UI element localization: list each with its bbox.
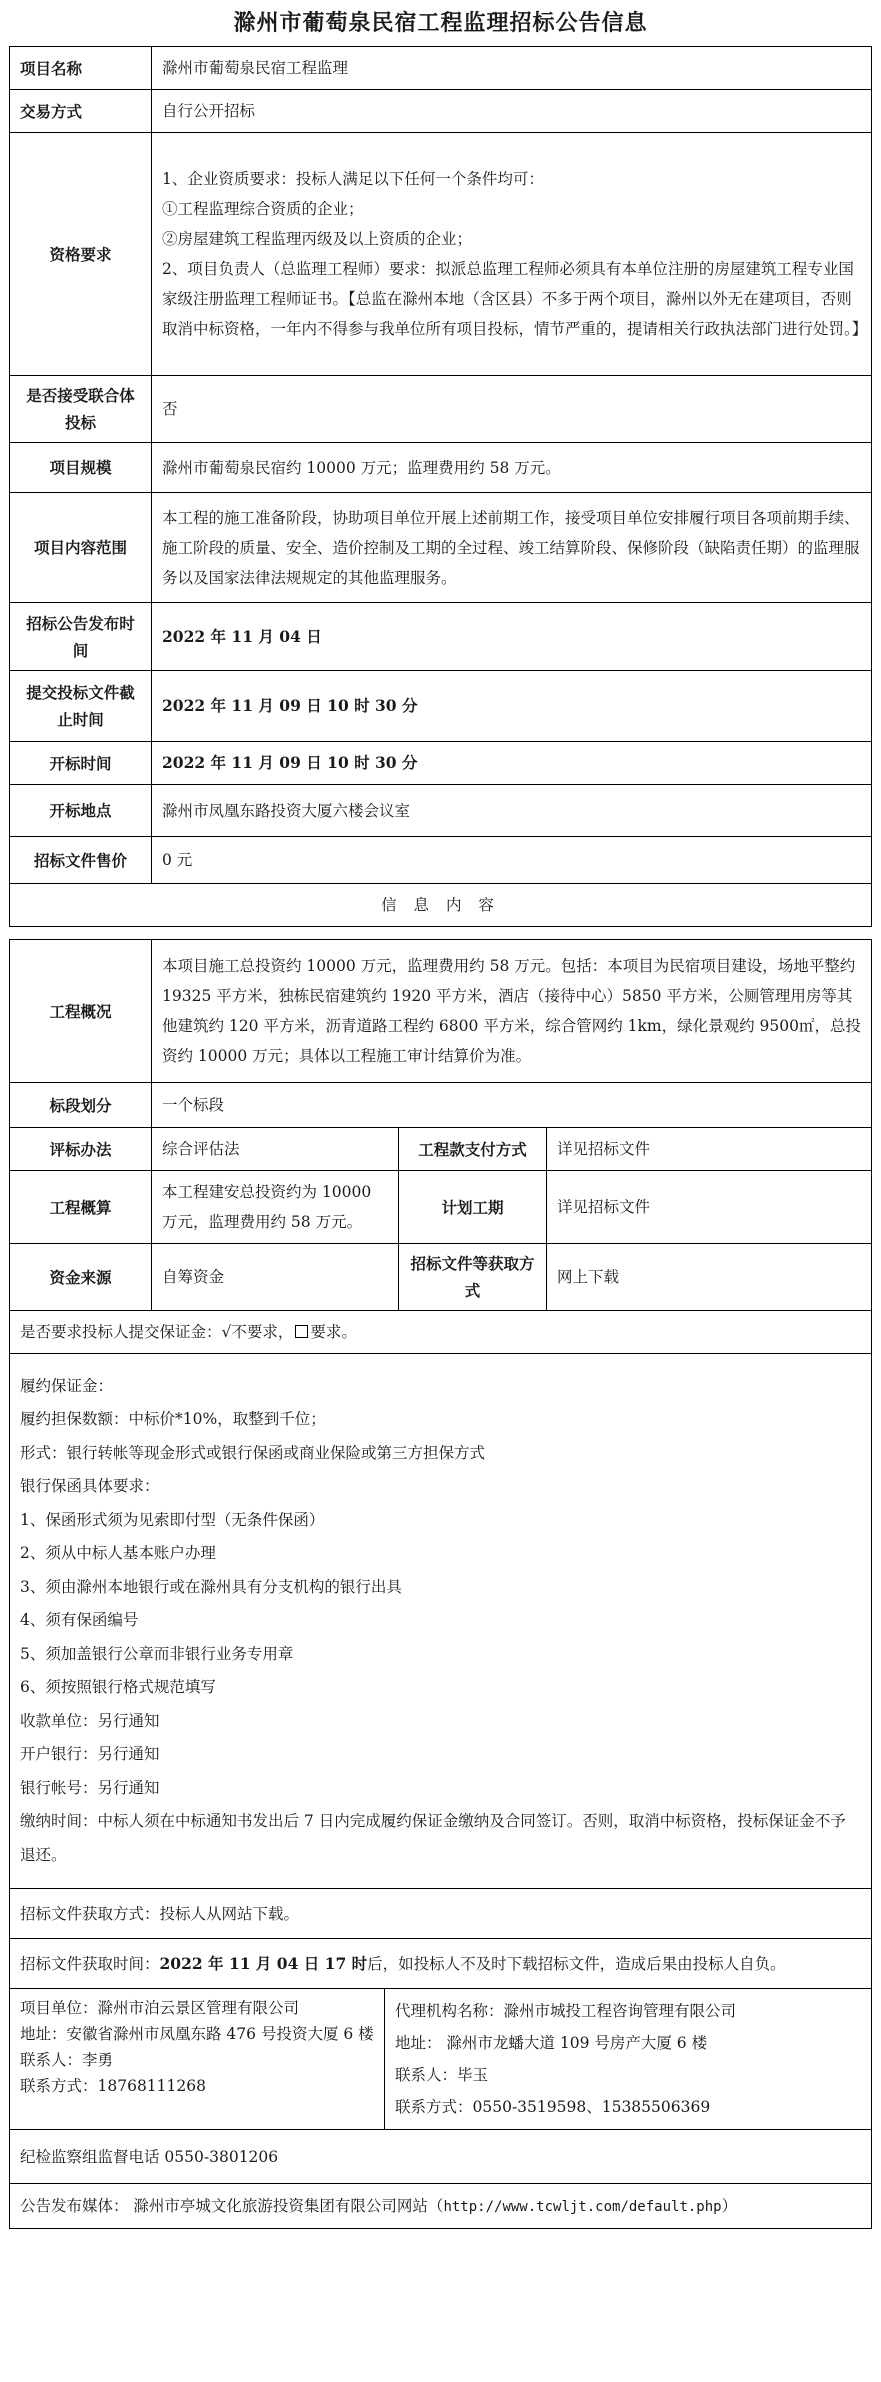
label-sections: 标段划分 bbox=[10, 1083, 152, 1128]
deposit-table bbox=[9, 1310, 872, 1989]
info-header: 信 息 内 容 bbox=[10, 884, 872, 927]
value-submit-deadline: 2022 年 11 月 09 日 10 时 30 分 bbox=[152, 671, 872, 742]
performance-line: 3、须由滁州本地银行或在滁州具有分支机构的银行出具 bbox=[20, 1577, 402, 1596]
performance-line: 银行帐号：另行通知 bbox=[20, 1778, 160, 1797]
deposit-not-required: 不要求， bbox=[231, 1323, 294, 1341]
label-qualification: 资格要求 bbox=[10, 133, 152, 376]
row-open-place bbox=[10, 785, 872, 837]
performance-line: 6、须按照银行格式规范填写 bbox=[20, 1678, 216, 1697]
supervision-phone: 纪检监察组监督电话 0550-3801206 bbox=[10, 2130, 872, 2184]
media-prefix: 公告发布媒体： 滁州市亭城文化旅游投资集团有限公司网站（ bbox=[20, 2196, 444, 2215]
project-detail-table bbox=[9, 939, 872, 1311]
row-acquire-method bbox=[10, 1889, 872, 1939]
row-info-header bbox=[10, 884, 872, 927]
row-overview bbox=[10, 940, 872, 1083]
value-doc-acquire: 网上下载 bbox=[547, 1244, 872, 1311]
performance-line: 履约保证金： bbox=[20, 1376, 114, 1395]
acquire-time-prefix: 招标文件获取时间： bbox=[20, 1954, 160, 1973]
label-doc-acquire: 招标文件等获取方式 bbox=[399, 1244, 547, 1311]
page-title: 滁州市葡萄泉民宿工程监理招标公告信息 bbox=[233, 10, 648, 36]
deposit-prefix: 是否要求投标人提交保证金： bbox=[20, 1323, 222, 1341]
label-period: 计划工期 bbox=[399, 1171, 547, 1244]
value-funding: 自筹资金 bbox=[152, 1244, 399, 1311]
label-submit-deadline: 提交投标文件截止时间 bbox=[10, 671, 152, 742]
row-media bbox=[10, 2184, 872, 2229]
acquire-method: 招标文件获取方式：投标人从网站下载。 bbox=[10, 1889, 872, 1939]
row-announce-date bbox=[10, 603, 872, 671]
main-info-table bbox=[9, 46, 872, 927]
value-overview: 本项目施工总投资约 10000 万元，监理费用约 58 万元。包括：本项目为民宿项目建设，场地平整约 19325 平方米，独栋民宿建筑约 1920 平方米，酒店（接待中心）5850 平方米，公厕管理用房等其他建筑约 120 平方米，沥青道路工程约 6800 平方米，综合管网约 1km，绿化景观约 9500㎡，总投资约 10000 万元；具体以工程施工审计结算价为准。 bbox=[152, 940, 872, 1083]
label-payment: 工程款支付方式 bbox=[399, 1128, 547, 1171]
agency-phone: 联系方式：0550-3519598、15385506369 bbox=[395, 2098, 711, 2116]
row-performance bbox=[10, 1354, 872, 1889]
performance-line: 4、须有保函编号 bbox=[20, 1611, 139, 1630]
label-project-name: 项目名称 bbox=[10, 47, 152, 90]
value-payment: 详见招标文件 bbox=[547, 1128, 872, 1171]
deposit-requirement bbox=[10, 1311, 872, 1354]
label-overview: 工程概况 bbox=[10, 940, 152, 1083]
contact-table bbox=[9, 1988, 872, 2229]
label-joint-venture: 是否接受联合体投标 bbox=[10, 376, 152, 443]
label-doc-price: 招标文件售价 bbox=[10, 837, 152, 884]
qualification-line: 1、企业资质要求：投标人满足以下任何一个条件均可： bbox=[162, 170, 544, 188]
agency-contact-person: 联系人：毕玉 bbox=[395, 2066, 489, 2084]
label-project-scale: 项目规模 bbox=[10, 443, 152, 493]
value-sections: 一个标段 bbox=[152, 1083, 872, 1128]
value-open-time: 2022 年 11 月 09 日 10 时 30 分 bbox=[152, 742, 872, 785]
row-sections bbox=[10, 1083, 872, 1128]
row-acquire-time bbox=[10, 1939, 872, 1989]
performance-line: 形式：银行转帐等现金形式或银行保函或商业保险或第三方担保方式 bbox=[20, 1443, 486, 1462]
value-doc-price: 0 元 bbox=[152, 837, 872, 884]
label-trade-method: 交易方式 bbox=[10, 90, 152, 133]
row-budget bbox=[10, 1171, 872, 1244]
label-funding: 资金来源 bbox=[10, 1244, 152, 1311]
acquire-time-date: 2022 年 11 月 04 日 17 时 bbox=[159, 1953, 368, 1973]
row-project-scope bbox=[10, 493, 872, 603]
media-suffix: ） bbox=[721, 2196, 738, 2215]
owner-contact bbox=[10, 1989, 385, 2130]
agency-contact bbox=[385, 1989, 872, 2130]
row-contacts bbox=[10, 1989, 872, 2130]
performance-line: 履约担保数额：中标价*10%，取整到千位； bbox=[20, 1410, 326, 1429]
value-joint-venture: 否 bbox=[152, 376, 872, 443]
value-project-scope: 本工程的施工准备阶段，协助项目单位开展上述前期工作，接受项目单位安排履行项目各项前期手续、施工阶段的质量、安全、造价控制及工期的全过程、竣工结算阶段、保修阶段（缺陷责任期）的监理服务以及国家法律法规规定的其他监理服务。 bbox=[152, 493, 872, 603]
agency-name: 代理机构名称：滁州市城投工程咨询管理有限公司 bbox=[395, 2002, 737, 2020]
acquire-time bbox=[10, 1939, 872, 1989]
value-period: 详见招标文件 bbox=[547, 1171, 872, 1244]
performance-line: 5、须加盖银行公章而非银行业务专用章 bbox=[20, 1644, 294, 1663]
performance-line: 开户银行：另行通知 bbox=[20, 1745, 160, 1764]
row-open-time bbox=[10, 742, 872, 785]
value-announce-date: 2022 年 11 月 04 日 bbox=[152, 603, 872, 671]
value-project-scale: 滁州市葡萄泉民宿约 10000 万元；监理费用约 58 万元。 bbox=[152, 443, 872, 493]
performance-line: 2、须从中标人基本账户办理 bbox=[20, 1544, 216, 1563]
value-eval-method: 综合评估法 bbox=[152, 1128, 399, 1171]
publish-media bbox=[10, 2184, 872, 2229]
value-budget: 本工程建安总投资约为 10000 万元，监理费用约 58 万元。 bbox=[152, 1171, 399, 1244]
performance-line: 收款单位：另行通知 bbox=[20, 1711, 160, 1730]
value-project-name: 滁州市葡萄泉民宿工程监理 bbox=[152, 47, 872, 90]
row-trade-method bbox=[10, 90, 872, 133]
performance-pay-time: 缴纳时间：中标人须在中标通知书发出后 7 日内完成履约保证金缴纳及合同签订。否则，取消中标资格，投标保证金不予退还。 bbox=[20, 1812, 846, 1864]
qualification-line: 2、项目负责人（总监理工程师）要求：拟派总监理工程师必须具有本单位注册的房屋建筑工程专业国家级注册监理工程师证书。【总监在滁州本地（含区县）不多于两个项目，滁州以外无在建项目，否则取消中标资格，一年内不得参与我单位所有项目投标，情节严重的，提请相关行政执法部门进行处罚。】 bbox=[162, 260, 868, 338]
owner-contact-person: 联系人：李勇 bbox=[20, 2051, 114, 2069]
media-url-link[interactable]: http://www.tcwljt.com/default.php bbox=[443, 2198, 722, 2215]
qualification-line: ①工程监理综合资质的企业； bbox=[162, 200, 364, 218]
deposit-required: 要求。 bbox=[310, 1323, 357, 1341]
performance-line: 银行保函具体要求： bbox=[20, 1477, 160, 1496]
row-qualification bbox=[10, 133, 872, 376]
row-supervision bbox=[10, 2130, 872, 2184]
label-project-scope: 项目内容范围 bbox=[10, 493, 152, 603]
qualification-line: ②房屋建筑工程监理丙级及以上资质的企业； bbox=[162, 230, 473, 248]
row-funding bbox=[10, 1244, 872, 1311]
row-deposit bbox=[10, 1311, 872, 1354]
label-eval-method: 评标办法 bbox=[10, 1128, 152, 1171]
row-project-scale bbox=[10, 443, 872, 493]
row-eval-method bbox=[10, 1128, 872, 1171]
label-open-time: 开标时间 bbox=[10, 742, 152, 785]
owner-address: 地址：安徽省滁州市凤凰东路 476 号投资大厦 6 楼 bbox=[20, 2025, 374, 2043]
owner-phone: 联系方式：18768111268 bbox=[20, 2077, 206, 2095]
value-open-place: 滁州市凤凰东路投资大厦六楼会议室 bbox=[152, 785, 872, 837]
row-project-name bbox=[10, 47, 872, 90]
owner-unit: 项目单位：滁州市泊云景区管理有限公司 bbox=[20, 1999, 300, 2017]
agency-address: 地址： 滁州市龙蟠大道 109 号房产大厦 6 楼 bbox=[395, 2034, 708, 2052]
performance-bond bbox=[10, 1354, 872, 1889]
performance-line: 1、保函形式须为见索即付型（无条件保函） bbox=[20, 1510, 325, 1529]
label-open-place: 开标地点 bbox=[10, 785, 152, 837]
label-budget: 工程概算 bbox=[10, 1171, 152, 1244]
row-doc-price bbox=[10, 837, 872, 884]
label-announce-date: 招标公告发布时间 bbox=[10, 603, 152, 671]
check-mark-icon: √ bbox=[221, 1323, 232, 1341]
row-joint-venture bbox=[10, 376, 872, 443]
value-trade-method: 自行公开招标 bbox=[152, 90, 872, 133]
row-submit-deadline bbox=[10, 671, 872, 742]
checkbox-icon bbox=[295, 1325, 308, 1338]
acquire-time-suffix: 后，如投标人不及时下载招标文件，造成后果由投标人自负。 bbox=[367, 1954, 786, 1973]
value-qualification bbox=[152, 133, 872, 376]
